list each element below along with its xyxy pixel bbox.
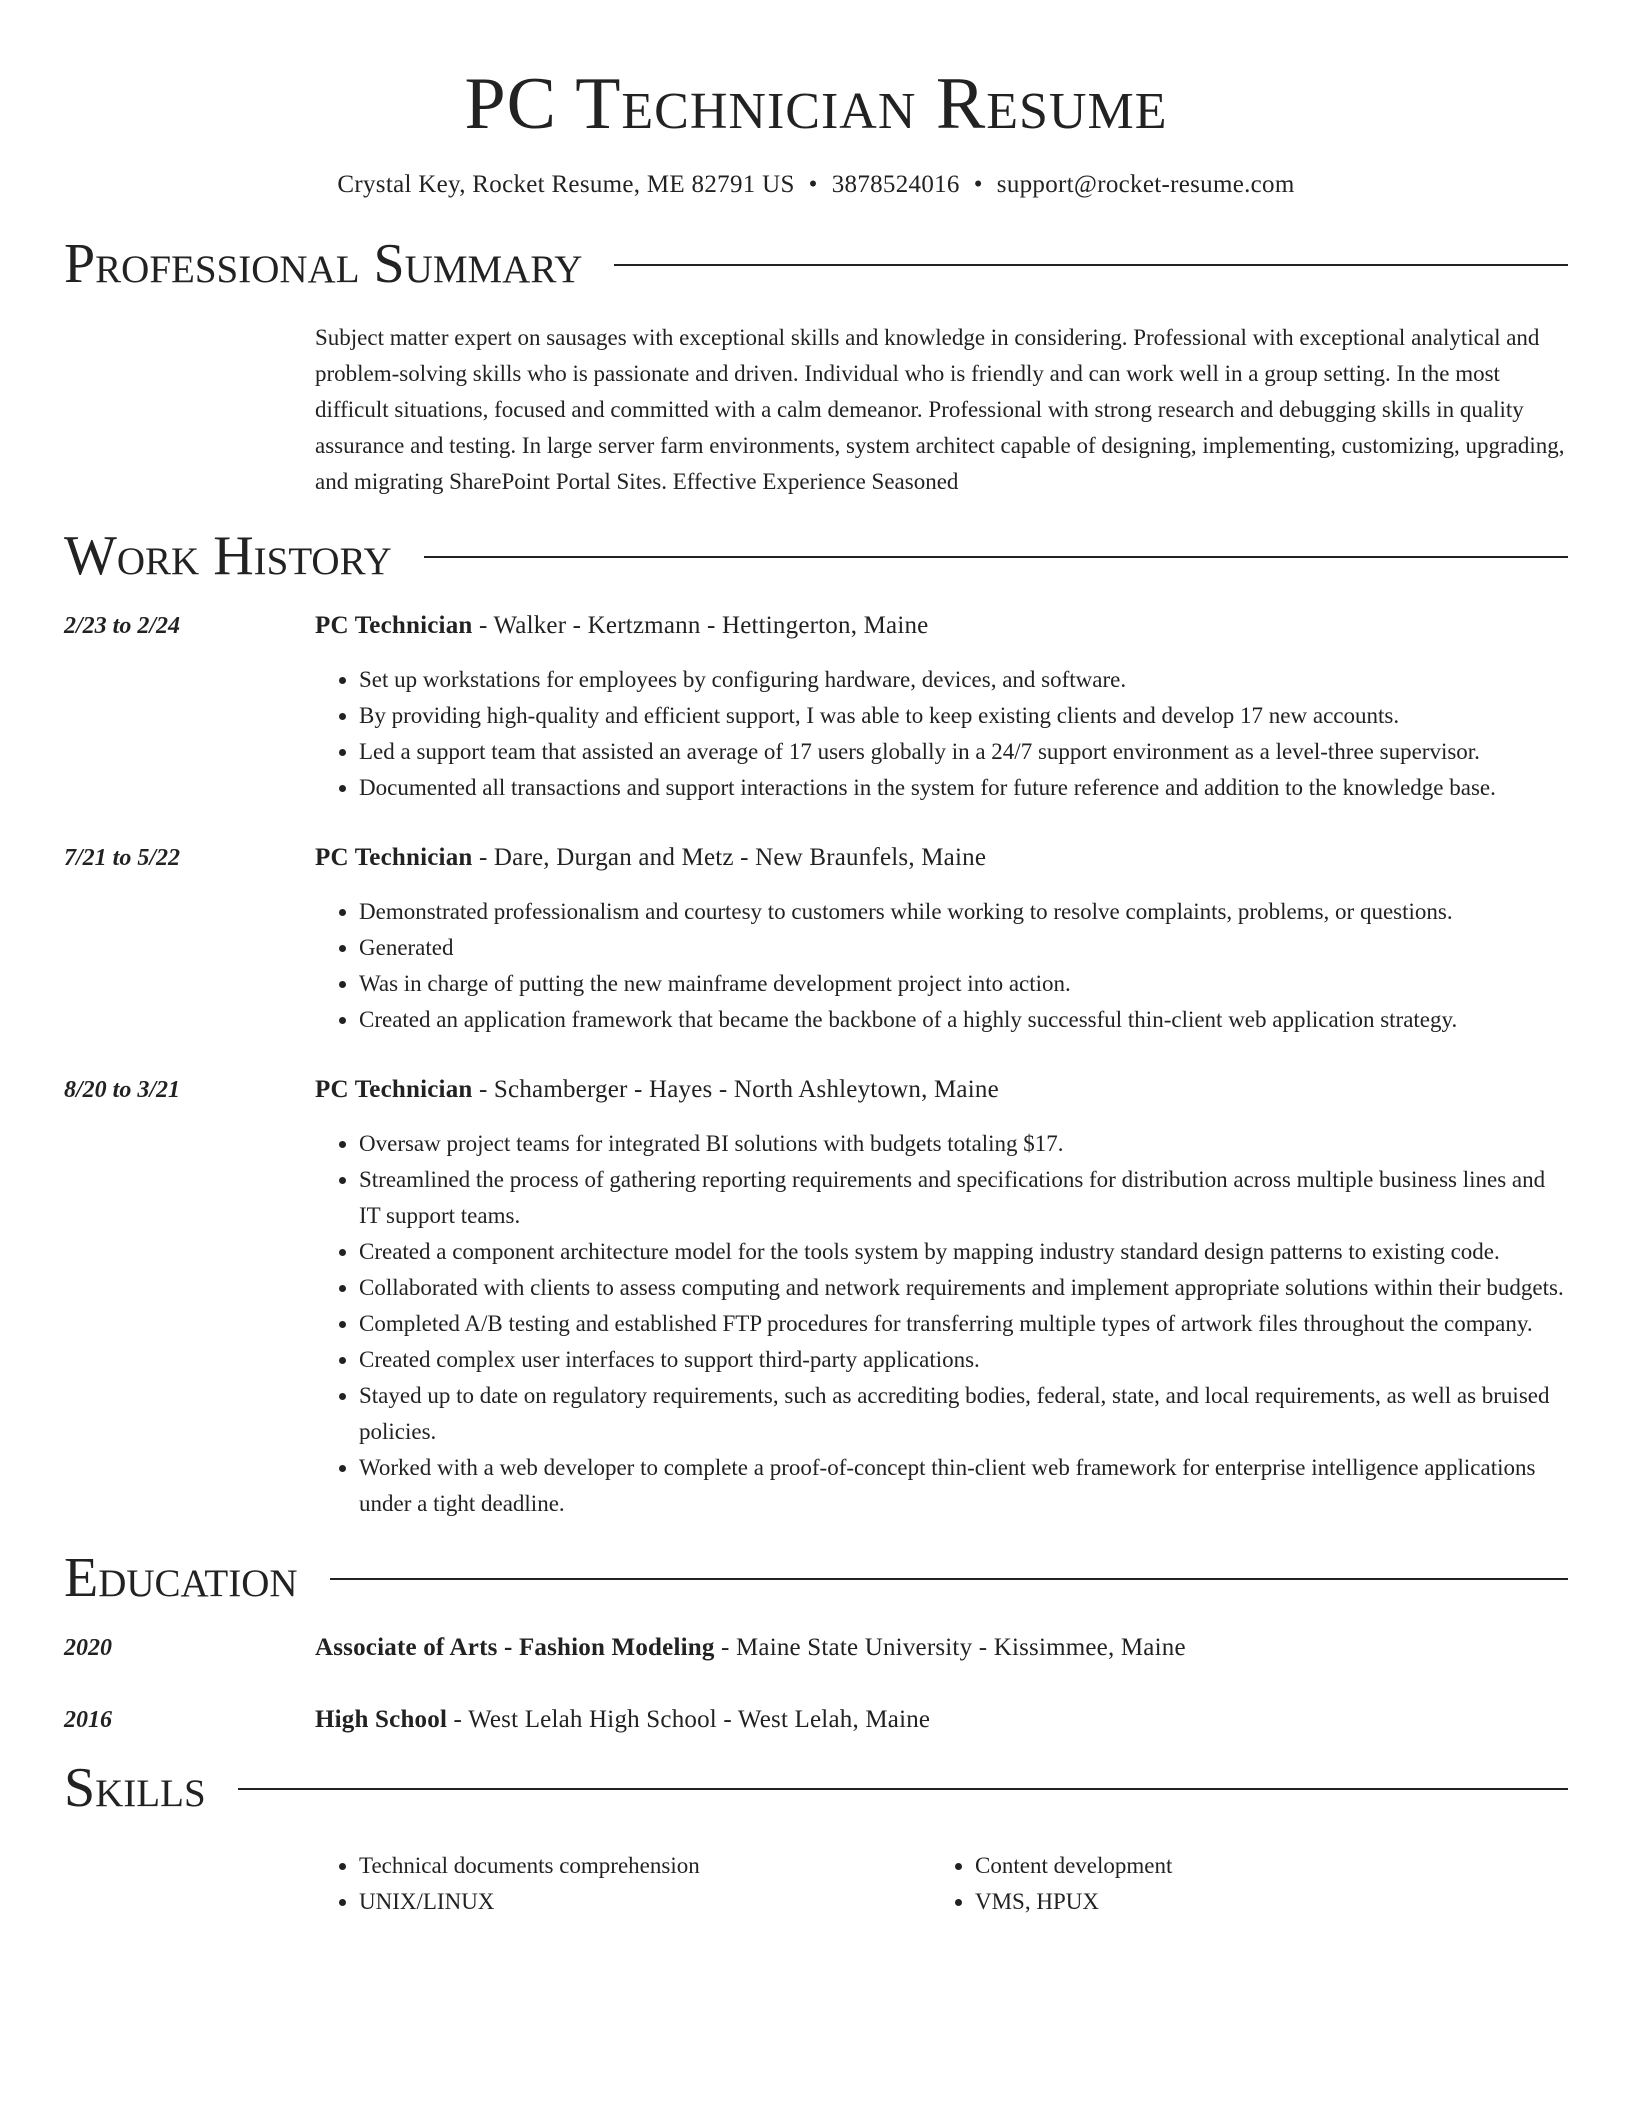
skills-column-left [315,1848,931,1920]
job-bullets [315,1126,1568,1522]
list-item: • VMS, HPUX [975,1884,1547,1920]
education-entry [64,1630,1568,1666]
contact-address: Crystal Key, Rocket Resume, ME 82791 US [337,171,795,198]
skills-list [315,1848,1568,1920]
list-item: • Created complex user interfaces to support third-party applications. [359,1342,1568,1378]
list-item: • Generated [359,930,1568,966]
section-rule [614,264,1568,266]
education-year: 2016 [64,1707,112,1733]
job-title: PC Technician [315,1076,473,1103]
contact-phone: 3878524016 [831,171,960,198]
job-dates: 8/20 to 3/21 [64,1077,181,1103]
list-item: • Was in charge of putting the new mainframe development project into action. [359,966,1568,1002]
skills-column-right [931,1848,1547,1920]
summary-text: Subject matter expert on sausages with exceptional skills and knowledge in considering. Professional with exceptional analytical and problem-solving skills who is passionate and driven. Individual who is friendly and can work well in a group setting. In the most difficult situations, focused and committed with a calm demeanor. Professional with strong research and debugging skills in quality assurance and testing. In large server farm environments, system architect capable of designing, implementing, customizing, upgrading, and migrating SharePoint Portal Sites. Effective Experience Seasoned [315,325,1565,494]
list-item: • Led a support team that assisted an average of 17 users globally in a 24/7 support environment as a level-three supervisor. [359,734,1568,770]
list-item: • Set up workstations for employees by configuring hardware, devices, and software. [359,662,1568,698]
education-year: 2020 [64,1635,112,1661]
list-item: • Completed A/B testing and established FTP procedures for transferring multiple types of artwork files throughout the company. [359,1306,1568,1342]
job-dates: 2/23 to 2/24 [64,613,181,639]
job-details: - Dare, Durgan and Metz - New Braunfels, Maine [472,844,987,871]
resume-title: PC Technician Resume [464,63,1168,145]
list-item: • By providing high-quality and efficient support, I was able to keep existing clients and develop 17 new accounts. [359,698,1568,734]
list-item: • Collaborated with clients to assess computing and network requirements and implement appropriate solutions within their budgets. [359,1270,1568,1306]
section-rule [330,1578,1568,1580]
education-entry [64,1702,1568,1738]
job-headline [315,1072,1568,1108]
section-rule [424,556,1568,558]
job-dates: 7/21 to 5/22 [64,845,181,871]
list-item: • Demonstrated professionalism and courtesy to customers while working to resolve complaints, problems, or questions. [359,894,1568,930]
education-degree: Associate of Arts - Fashion Modeling [315,1634,715,1661]
education-section-header [64,1546,1568,1610]
list-item: • Content development [975,1848,1547,1884]
education-heading: Education [64,1547,298,1609]
job-details: - Walker - Kertzmann - Hettingerton, Maine [472,612,929,639]
section-rule [238,1788,1568,1790]
list-item: • Technical documents comprehension [359,1848,931,1884]
work-section-header [64,524,1568,588]
contact-separator: • [808,171,818,198]
education-details: - Maine State University - Kissimmee, Maine [714,1634,1186,1661]
skills-section-header [64,1756,1568,1820]
resume-page [64,0,1568,1920]
list-item: • Documented all transactions and support interactions in the system for future reference and addition to the knowledge base. [359,770,1568,806]
job-headline [315,608,1568,644]
list-item: • Oversaw project teams for integrated BI solutions with budgets totaling $17. [359,1126,1568,1162]
job-entry [64,1072,1568,1522]
job-bullets [315,662,1568,806]
list-item: • Streamlined the process of gathering reporting requirements and specifications for distribution across multiple business lines and IT support teams. [359,1162,1568,1234]
education-headline [315,1702,1568,1738]
work-heading: Work History [64,525,392,587]
contact-separator: • [973,171,983,198]
summary-section-header [64,232,1568,296]
list-item: • Worked with a web developer to complete a proof-of-concept thin-client web framework for enterprise intelligence applications under a tight deadline. [359,1450,1568,1522]
skills-heading: Skills [64,1757,206,1819]
contact-line [64,168,1568,202]
education-degree: High School [315,1706,448,1733]
job-entry [64,840,1568,1038]
job-details: - Schamberger - Hayes - North Ashleytown, Maine [472,1076,999,1103]
list-item: • Stayed up to date on regulatory requirements, such as accrediting bodies, federal, state, and local requirements, as well as bruised policies. [359,1378,1568,1450]
list-item: • Created a component architecture model for the tools system by mapping industry standard design patterns to existing code. [359,1234,1568,1270]
job-headline [315,840,1568,876]
contact-email: support@rocket-resume.com [996,171,1295,198]
job-bullets [315,894,1568,1038]
job-title: PC Technician [315,612,473,639]
job-title: PC Technician [315,844,473,871]
summary-heading: Professional Summary [64,233,583,295]
education-details: - West Lelah High School - West Lelah, Maine [447,1706,931,1733]
education-headline [315,1630,1568,1666]
list-item: • UNIX/LINUX [359,1884,931,1920]
list-item: • Created an application framework that became the backbone of a highly successful thin-client web application strategy. [359,1002,1568,1038]
job-entry [64,608,1568,806]
